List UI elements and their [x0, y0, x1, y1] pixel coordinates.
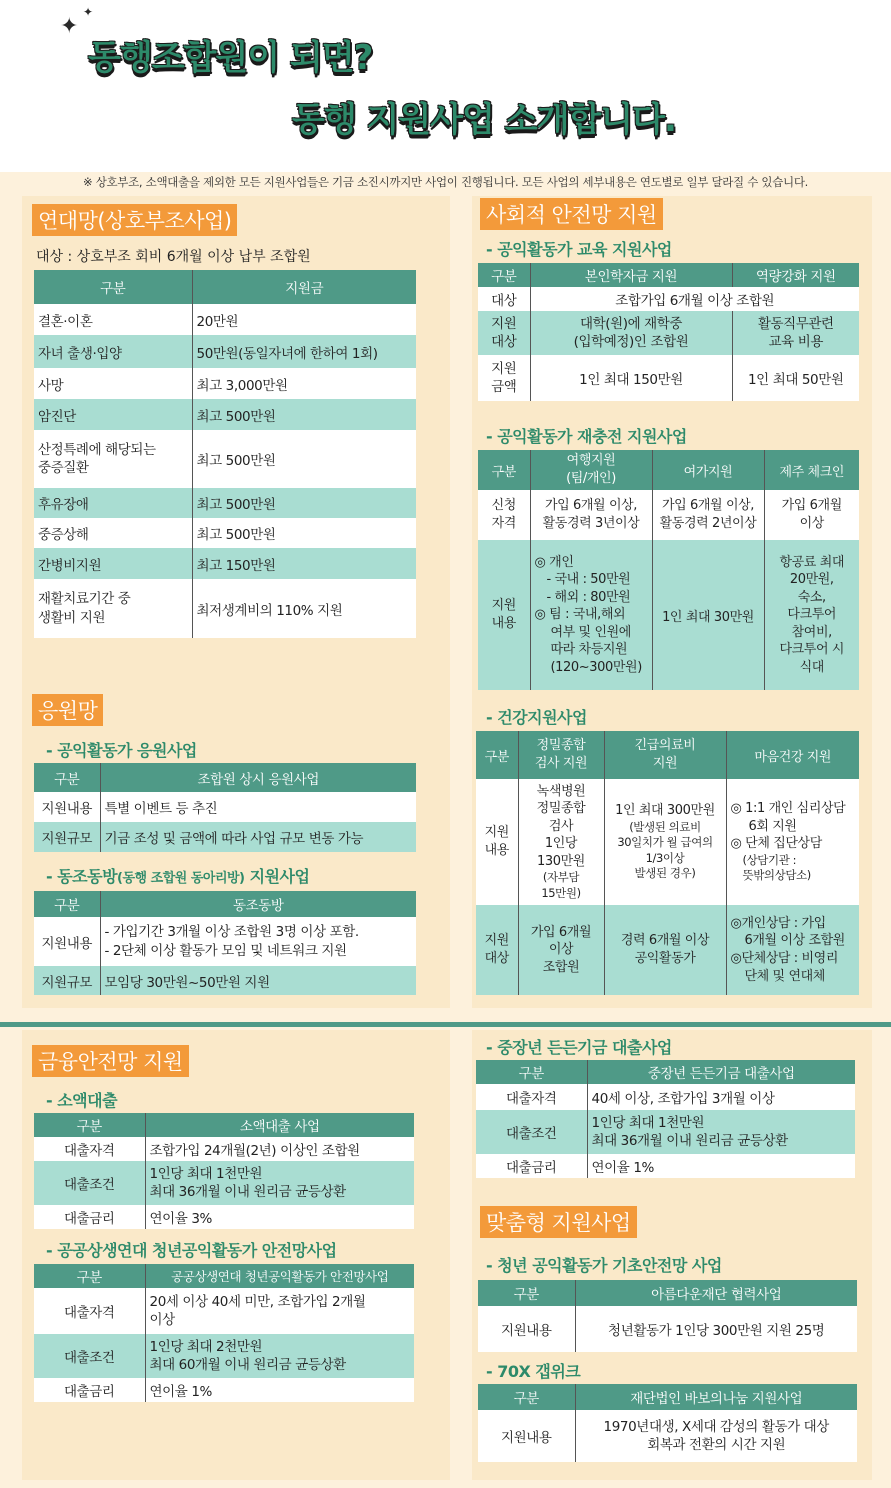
table-row	[34, 1137, 414, 1161]
row-key: 대출금리	[34, 1205, 145, 1229]
line: 가입 6개월	[530, 924, 592, 940]
line: 검사 지원	[534, 756, 588, 771]
hero-banner	[0, 0, 891, 172]
table-row	[34, 399, 416, 430]
col-header: 소액대출 사업	[145, 1113, 414, 1137]
col-header: 제주 체크인	[764, 450, 859, 490]
line: 대상	[491, 334, 517, 350]
table-row	[476, 1110, 855, 1154]
col-header	[530, 450, 652, 490]
row-value: 20만원	[192, 304, 416, 335]
row-value	[726, 779, 859, 905]
cheer-sub1: - 공익활동가 응원사업	[46, 741, 197, 760]
line: 금액	[491, 379, 517, 395]
col-header: 구분	[476, 731, 518, 779]
sparkle-small-icon: ✦	[83, 5, 94, 19]
row-value	[145, 1288, 414, 1334]
line: 가입 6개월 이상,	[661, 498, 755, 514]
line: 20만원,	[789, 572, 834, 588]
row-value: 조합가입 6개월 이상 조합원	[530, 287, 859, 311]
row-value: 40세 이상, 조합가입 3개월 이상	[587, 1084, 855, 1110]
row-value: 최저생계비의 110% 지원	[192, 579, 416, 638]
row-value	[604, 779, 726, 905]
table-row	[34, 1378, 414, 1402]
line: 지원	[484, 825, 509, 841]
table-header	[34, 270, 416, 304]
table-row	[476, 1084, 855, 1110]
col-header: 구분	[478, 1280, 575, 1306]
col-header: 구분	[34, 270, 192, 304]
custom-title: 맞춤형 지원사업	[480, 1206, 637, 1238]
mutual-aid-target: 대상 : 상호부조 회비 6개월 이상 납부 조합원	[36, 249, 311, 265]
line: 130만원	[537, 853, 585, 869]
custom-youth-table	[478, 1280, 857, 1352]
midage-sub: - 중장년 든든기금 대출사업	[486, 1038, 672, 1057]
line: 6개월 이상 조합원	[744, 933, 845, 949]
cheer-table	[34, 763, 416, 852]
row-key: 대출조건	[476, 1110, 587, 1154]
cheer-title: 응원망	[32, 694, 103, 726]
recharge-sub: - 공익활동가 재충전 지원사업	[486, 427, 687, 446]
row-value: 특별 이벤트 등 추진	[100, 792, 416, 822]
line: 정밀종합	[536, 801, 586, 817]
row-line: - 2단체 이상 활동가 모임 및 네트워크 지원	[104, 942, 347, 959]
row-value	[530, 540, 652, 690]
col-header: 공공상생연대 청년공익활동가 안전망사업	[145, 1264, 414, 1288]
gapweek-sub: - 70X 갭위크	[486, 1362, 581, 1381]
row-key: 중증상해	[34, 518, 192, 548]
line: 경력 6개월 이상	[620, 933, 710, 949]
health-sub: - 건강지원사업	[486, 708, 587, 727]
row-key: 지원규모	[34, 822, 100, 852]
col-header: 구분	[34, 891, 100, 917]
line: 최대 60개월 이내 원리금 균등상환	[149, 1357, 346, 1373]
row-value	[764, 490, 859, 540]
col-header: 구분	[476, 1060, 587, 1084]
line: 1인당 최대 2천만원	[149, 1338, 263, 1355]
col-header: 여가지원	[652, 450, 764, 490]
edu-table	[478, 263, 859, 401]
row-key: 결혼·이혼	[34, 304, 192, 335]
hero-title-line2: 동행 지원사업 소개합니다.	[292, 100, 676, 140]
table-header	[478, 1384, 857, 1410]
row-value	[145, 1161, 414, 1205]
line: 활동경력 2년이상	[659, 516, 757, 531]
line: - 해외 : 80만원	[546, 589, 631, 605]
line: 지원	[491, 598, 516, 614]
line: 내용	[484, 843, 509, 858]
row-key-line: 중증질환	[38, 460, 89, 476]
row-value	[587, 1110, 855, 1154]
table-header	[34, 1264, 414, 1288]
social-title: 사회적 안전망 지원	[480, 198, 663, 230]
line: 1970년대생, X세대 감성의 활동가 대상	[603, 1418, 829, 1435]
row-value: 연이율 1%	[145, 1378, 414, 1402]
line: 회복과 전환의 시간 지원	[647, 1437, 786, 1453]
row-value: 최고 500만원	[192, 488, 416, 518]
edu-sub: - 공익활동가 교육 지원사업	[486, 240, 672, 259]
row-key: 지원내용	[34, 792, 100, 822]
sub2-note: (동행 조합원 동아리방)	[117, 871, 245, 886]
row-key	[478, 311, 530, 355]
col-header	[604, 731, 726, 779]
col-header: 구분	[34, 1264, 145, 1288]
table-row	[478, 287, 859, 311]
row-key: 사망	[34, 368, 192, 399]
row-key	[476, 905, 518, 995]
line: 30일치가 월 급여의	[617, 835, 713, 850]
row-key	[34, 430, 192, 488]
row-key: 암진단	[34, 399, 192, 430]
table-header	[478, 1280, 857, 1306]
line: (자부담	[542, 870, 580, 885]
line: ◎ 1:1 개인 심리상담	[730, 801, 846, 817]
row-value: 최고 3,000만원	[192, 368, 416, 399]
table-header	[478, 450, 859, 490]
midage-table	[476, 1060, 855, 1178]
row-value: 기금 조성 및 금액에 따라 사업 규모 변동 가능	[100, 822, 416, 852]
line: 지원	[491, 360, 517, 377]
row-key: 후유장애	[34, 488, 192, 518]
col-header: 구분	[478, 1384, 575, 1410]
line: ◎ 단체 집단상담	[730, 836, 822, 852]
hero-title-line1: 동행조합원이 되면?	[88, 38, 373, 78]
section-divider	[0, 1022, 891, 1027]
row-key: 대상	[478, 287, 530, 311]
col-header: 구분	[34, 1113, 145, 1137]
line: 1인당	[544, 836, 578, 852]
row-value: 1인 최대 50만원	[732, 355, 859, 401]
line: (120~300만원)	[550, 659, 642, 675]
sub2-tail: 지원사업	[244, 867, 310, 886]
table-header	[478, 263, 859, 287]
line: 교육 비용	[768, 334, 823, 350]
row-key: 지원내용	[34, 917, 100, 966]
table-row	[34, 304, 416, 335]
row-key: 대출조건	[34, 1161, 145, 1205]
line: ◎ 팀 : 국내,해외	[534, 607, 626, 623]
row-key	[478, 355, 530, 401]
table-row	[34, 368, 416, 399]
row-key: 자녀 출생·입양	[34, 335, 192, 368]
row-value: 50만원(동일자녀에 한하여 1회)	[192, 335, 416, 368]
table-row	[34, 1161, 414, 1205]
row-key	[476, 779, 518, 905]
line: 이상	[149, 1312, 175, 1328]
col-header	[518, 731, 604, 779]
row-key-line: 재활치료기간 중	[38, 591, 131, 608]
club-room-table	[34, 891, 416, 995]
line: 긴급의료비	[634, 738, 696, 754]
row-key	[34, 579, 192, 638]
line: 1인 최대 300만원	[615, 803, 715, 819]
line: 지원	[652, 756, 678, 771]
table-row	[478, 540, 859, 690]
table-row	[34, 966, 416, 995]
table-row	[478, 490, 859, 540]
line: 정밀종합	[536, 738, 586, 754]
mutual-aid-title: 연대망(상호부조사업)	[32, 204, 237, 236]
line: 뜻밖의상담소)	[742, 868, 811, 883]
line: 6회 지원	[748, 818, 797, 834]
row-key: 지원내용	[478, 1410, 575, 1462]
line: 이상	[799, 516, 824, 531]
row-value: 모임당 30만원~50만원 지원	[100, 966, 416, 995]
line: 항공료 최대	[779, 554, 845, 570]
line: 최대 36개월 이내 원리금 균등상환	[149, 1184, 346, 1200]
row-value	[575, 1410, 857, 1462]
youth-loan-table	[34, 1264, 414, 1402]
mutual-aid-table	[34, 270, 416, 638]
line: (발생된 의료비	[629, 819, 701, 834]
row-value: 연이율 1%	[587, 1154, 855, 1178]
table-row	[34, 1288, 414, 1334]
table-row	[34, 792, 416, 822]
row-value: 1인 최대 30만원	[652, 540, 764, 690]
row-key	[478, 540, 530, 690]
finance-title: 금융안전망 지원	[32, 1045, 189, 1077]
table-row	[476, 1154, 855, 1178]
row-value: 1인 최대 150만원	[530, 355, 732, 401]
small-loan-table	[34, 1113, 414, 1229]
row-value: 조합가입 24개월(2년) 이상인 조합원	[145, 1137, 414, 1161]
line: 15만원)	[541, 885, 581, 900]
row-value	[145, 1334, 414, 1378]
line: ◎개인상담 : 가입	[730, 915, 826, 931]
cheer-sub2	[46, 864, 309, 887]
youth-loan-sub: - 공공상생연대 청년공익활동가 안전망사업	[46, 1241, 337, 1260]
line: 최대 36개월 이내 원리금 균등상환	[591, 1133, 788, 1149]
line: 다크투어	[787, 607, 837, 623]
row-key: 대출자격	[34, 1288, 145, 1334]
table-row	[476, 905, 859, 995]
line: 1/3이상	[645, 850, 685, 865]
table-row	[478, 311, 859, 355]
line: 검사	[548, 818, 574, 834]
line: 활동경력 3년이상	[542, 516, 640, 531]
col-header: 구분	[34, 763, 100, 792]
line: (입학예정)인 조합원	[573, 334, 689, 350]
col-header: 재단법인 바보의나눔 지원사업	[575, 1384, 857, 1410]
line: (팀/개인)	[566, 471, 616, 486]
line: 활동직무관련	[757, 315, 834, 332]
row-key-line: 생활비 지원	[38, 609, 106, 626]
row-value: 최고 500만원	[192, 399, 416, 430]
row-key: 대출자격	[476, 1084, 587, 1110]
notice-text: ※ 상호부조, 소액대출을 제외한 모든 지원사업들은 기금 소진시까지만 사업이 진행됩니다. 모든 사업의 세부내용은 연도별로 일부 달라질 수 있습니다.	[83, 175, 808, 189]
table-header	[34, 891, 416, 917]
col-header: 본인학자금 지원	[530, 263, 732, 287]
table-row	[34, 1205, 414, 1229]
col-header: 구분	[478, 263, 530, 287]
line: 발생된 경우)	[634, 866, 696, 881]
line: 자격	[491, 516, 516, 531]
col-header: 구분	[478, 450, 530, 490]
table-row	[34, 335, 416, 368]
line: 지원	[484, 933, 509, 949]
col-header: 동조동방	[100, 891, 416, 917]
row-value	[764, 540, 859, 690]
row-value: 최고 500만원	[192, 518, 416, 548]
row-value	[652, 490, 764, 540]
row-key: 대출자격	[34, 1137, 145, 1161]
table-row	[478, 355, 859, 401]
col-header: 역량강화 지원	[732, 263, 859, 287]
table-row	[34, 579, 416, 638]
row-value	[518, 779, 604, 905]
row-key	[478, 490, 530, 540]
recharge-table	[478, 450, 859, 690]
line: 다크투어 시	[779, 642, 845, 658]
line: ◎단체상담 : 비영리	[730, 951, 838, 966]
gapweek-table	[478, 1384, 857, 1462]
line: 조합원	[542, 959, 580, 975]
row-value	[530, 490, 652, 540]
line: 대학(원)에 재학중	[579, 315, 683, 332]
table-row	[478, 1410, 857, 1462]
col-header: 지원금	[192, 270, 416, 304]
line: 단체 및 연대체	[744, 968, 825, 984]
row-value: 최고 150만원	[192, 548, 416, 579]
line: 1인당 최대 1천만원	[591, 1114, 705, 1131]
table-header	[34, 1113, 414, 1137]
table-header	[34, 763, 416, 792]
line: 1인당 최대 1천만원	[149, 1165, 263, 1182]
line: 지원	[491, 315, 517, 332]
table-header	[476, 731, 859, 779]
row-value	[732, 311, 859, 355]
line: (상담기관 :	[742, 852, 797, 867]
line: 가입 6개월	[781, 498, 842, 514]
row-value: 최고 500만원	[192, 430, 416, 488]
line: ◎ 개인	[534, 554, 574, 570]
row-line: - 가입기간 3개월 이상 조합원 3명 이상 포함.	[104, 924, 359, 941]
row-key: 간병비지원	[34, 548, 192, 579]
col-header: 중장년 든든기금 대출사업	[587, 1060, 855, 1084]
table-row	[34, 518, 416, 548]
line: 가입 6개월 이상,	[544, 498, 638, 514]
table-row	[34, 1334, 414, 1378]
table-row	[34, 548, 416, 579]
row-key: 대출조건	[34, 1334, 145, 1378]
line: 20세 이상 40세 미만, 조합가입 2개월	[149, 1293, 366, 1310]
row-key: 대출금리	[34, 1378, 145, 1402]
line: 식대	[799, 659, 824, 675]
line: 이상	[548, 942, 574, 958]
line: 참여비,	[791, 624, 832, 640]
row-key-line: 산정특례에 해당되는	[38, 441, 156, 458]
table-row	[476, 779, 859, 905]
table-row	[34, 917, 416, 966]
row-value	[530, 311, 732, 355]
col-header: 조합원 상시 응원사업	[100, 763, 416, 792]
line: 내용	[491, 616, 516, 631]
row-value: 청년활동가 1인당 300만원 지원 25명	[575, 1306, 857, 1352]
table-row	[34, 822, 416, 852]
table-header	[476, 1060, 855, 1084]
row-key: 대출금리	[476, 1154, 587, 1178]
row-value	[100, 917, 416, 966]
table-row	[34, 430, 416, 488]
line: 대상	[484, 951, 509, 966]
table-row	[478, 1306, 857, 1352]
col-header: 마음건강 지원	[726, 731, 859, 779]
line: - 국내 : 50만원	[546, 572, 631, 588]
row-value	[604, 905, 726, 995]
sparkle-icon: ✦	[60, 14, 79, 39]
line: 공익활동가	[634, 951, 696, 966]
line: 신청	[491, 498, 516, 514]
row-key: 지원규모	[34, 966, 100, 995]
health-table	[476, 731, 859, 995]
line: 여부 및 인원에	[550, 624, 631, 640]
small-loan-sub: - 소액대출	[46, 1091, 118, 1110]
sub2-main: - 동조동방	[46, 867, 118, 886]
row-value	[518, 905, 604, 995]
custom-youth-sub: - 청년 공익활동가 기초안전망 사업	[486, 1256, 722, 1275]
row-value	[726, 905, 859, 995]
table-row	[34, 488, 416, 518]
col-header: 아름다운재단 협력사업	[575, 1280, 857, 1306]
line: 숙소,	[797, 589, 826, 605]
line: 따라 차등지원	[550, 642, 628, 658]
line: 녹색병원	[536, 783, 586, 799]
row-value: 연이율 3%	[145, 1205, 414, 1229]
line: 여행지원	[566, 453, 616, 469]
row-key: 지원내용	[478, 1306, 575, 1352]
